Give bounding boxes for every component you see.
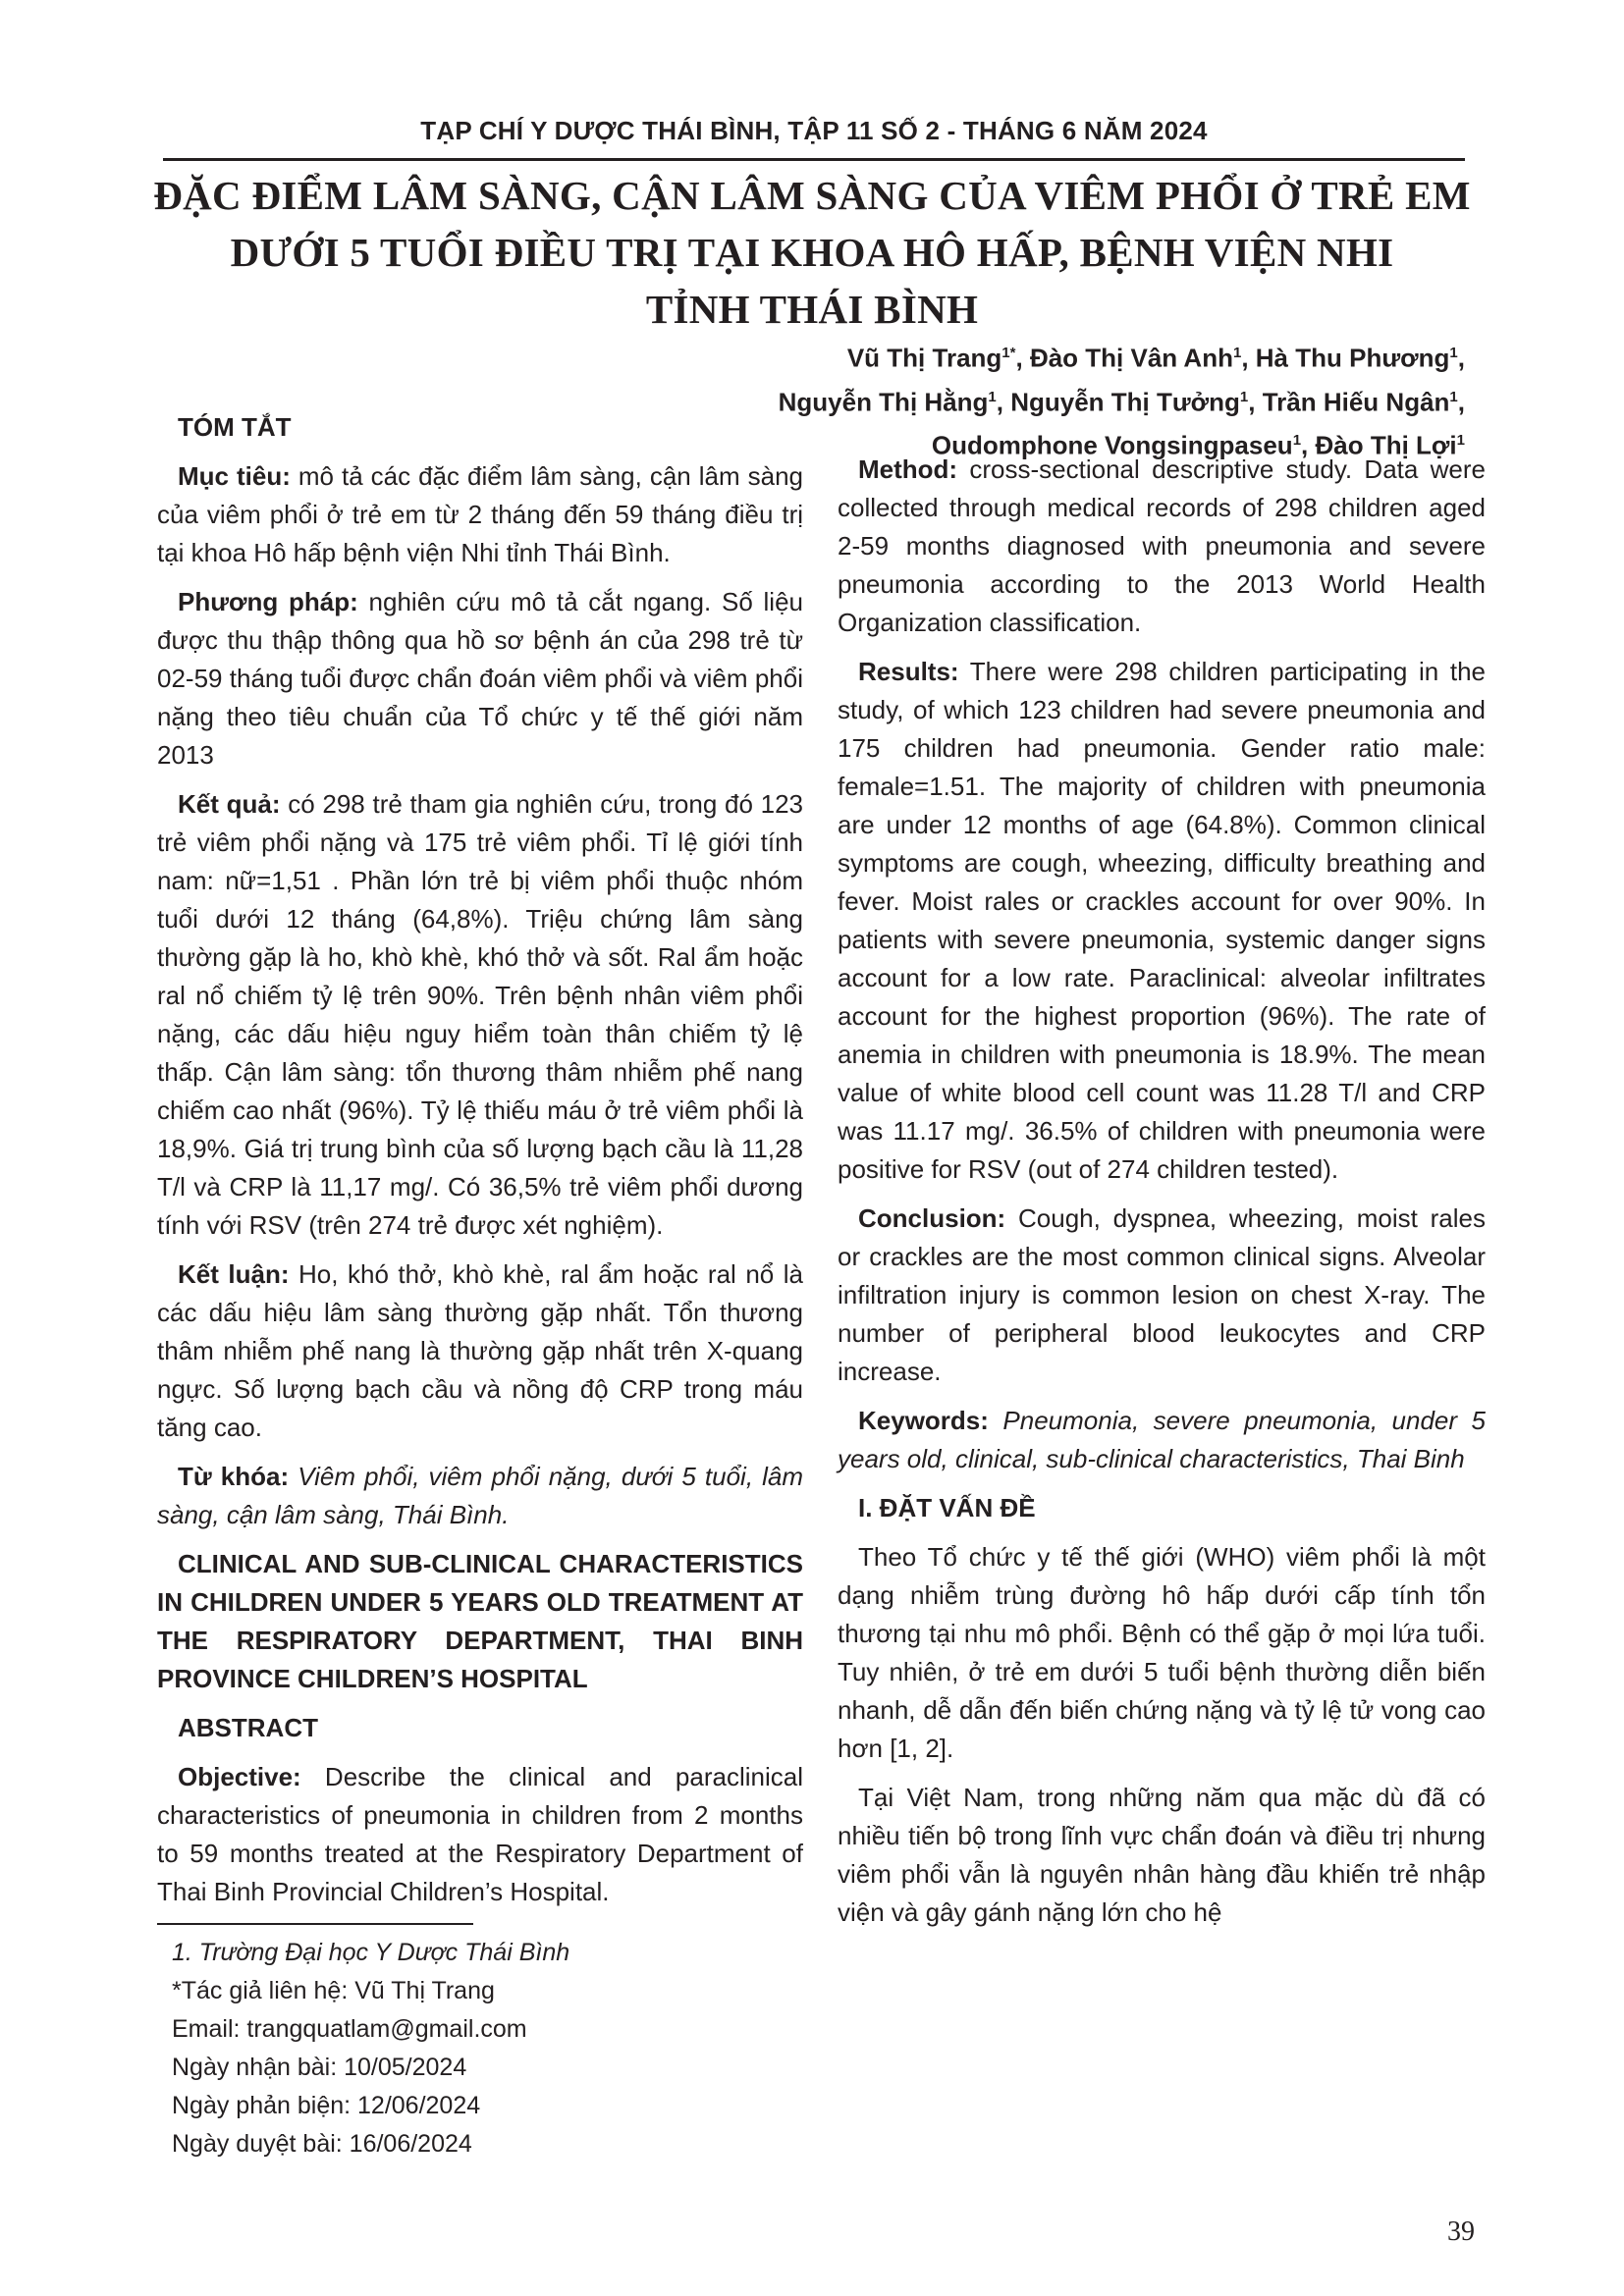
footnote-received-date: Ngày nhận bài: 10/05/2024 bbox=[172, 2054, 467, 2081]
footnote-affiliation: 1. Trường Đại học Y Dược Thái Bình bbox=[172, 1939, 570, 1966]
author-line: Oudomphone Vongsingpaseu$^1$, Đào Thị Lợi$^1$ bbox=[931, 430, 1465, 460]
author-affiliation-mark: 1 bbox=[1292, 432, 1302, 450]
author-name: Trần Hiếu Ngân bbox=[1262, 387, 1450, 417]
right-column bbox=[838, 451, 1486, 1943]
en-method-paragraph: Method: cross-sectional descriptive study. Data were collected through medical records of 298 children aged 2-59 months diagnosed with pneumonia and severe pneumonia according to the 2013 World Health Organization classification. bbox=[838, 454, 1486, 637]
author-affiliation-mark: 1 bbox=[1456, 432, 1465, 450]
author-affiliation-mark: 1 bbox=[1449, 388, 1458, 405]
footnote-corresponding-author: *Tác giả liên hệ: Vũ Thị Trang bbox=[172, 1977, 495, 2004]
en-method-label: Method: bbox=[858, 454, 958, 484]
vn-method-paragraph: Phương pháp: nghiên cứu mô tả cắt ngang. Số liệu được thu thập thông qua hồ sơ bệnh án của 298 trẻ từ 02-59 tháng tuổi được chẩn đoán viêm phổi và viêm phổi nặng theo tiêu chuẩn của Tổ chức y tế thế giới năm 2013 bbox=[157, 587, 803, 770]
en-objective-label: Objective: bbox=[178, 1762, 301, 1791]
title-line: DƯỚI 5 TUỔI ĐIỀU TRỊ TẠI KHOA HÔ HẤP, BỆNH VIỆN NHI bbox=[230, 230, 1394, 275]
author-name: Nguyễn Thị Tưởng bbox=[1010, 387, 1240, 417]
intro-heading: I. ĐẶT VẤN ĐỀ bbox=[858, 1493, 1036, 1522]
vn-method-label: Phương pháp: bbox=[178, 587, 358, 616]
left-column bbox=[157, 408, 803, 1922]
author-affiliation-mark: 1 bbox=[1239, 388, 1249, 405]
vn-keywords-label: Từ khóa: bbox=[178, 1462, 290, 1491]
vn-keywords-paragraph: Từ khóa: Viêm phổi, viêm phổi nặng, dưới 5 tuổi, lâm sàng, cận lâm sàng, Thái Bình. bbox=[157, 1462, 804, 1529]
footnote-accepted-date: Ngày duyệt bài: 16/06/2024 bbox=[172, 2130, 472, 2158]
en-abstract-heading: ABSTRACT bbox=[178, 1713, 318, 1742]
title-line: ĐẶC ĐIỂM LÂM SÀNG, CẬN LÂM SÀNG CỦA VIÊM PHỔI Ở TRẺ EM bbox=[153, 173, 1471, 218]
en-objective-paragraph: Objective: Describe the clinical and paraclinical characteristics of pneumonia in children from 2 months to 59 months treated at the Respiratory Department of Thai Binh Provincial Children’s Hospital. bbox=[157, 1762, 803, 1906]
vn-abstract-heading: TÓM TẮT bbox=[178, 412, 292, 442]
intro-paragraph: Theo Tổ chức y tế thế giới (WHO) viêm phổi là một dạng nhiễm trùng đường hô hấp dưới cấp tính tổn thương tại nhu mô phổi. Bệnh có thể gặp ở mọi lứa tuổi. Tuy nhiên, ở trẻ em dưới 5 tuổi bệnh thường diễn biến nhanh, dễ dẫn đến biến chứng nặng và tỷ lệ tử vong cao hơn [1, 2]. bbox=[838, 1542, 1486, 1763]
journal-header: TẠP CHÍ Y DƯỢC THÁI BÌNH, TẬP 11 SỐ 2 - THÁNG 6 NĂM 2024 bbox=[420, 116, 1208, 145]
en-keywords-label: Keywords: bbox=[858, 1406, 989, 1435]
vn-results-paragraph: Kết quả: có 298 trẻ tham gia nghiên cứu, trong đó 123 trẻ viêm phổi nặng và 175 trẻ viêm phổi. Tỉ lệ giới tính nam: nữ=1,51 . Phần lớn trẻ bị viêm phổi thuộc nhóm tuổi dưới 12 tháng (64,8%). Triệu chứng lâm sàng thường gặp là ho, khò khè, khó thở và sốt. Ral ẩm hoặc ral nổ chiếm tỷ lệ trên 90%. Trên bệnh nhân viêm phổi nặng, các dấu hiệu nguy hiểm toàn thân chiếm tỷ lệ thấp. Cận lâm sàng: tổn thương thâm nhiễm phế nang chiếm cao nhất (96%). Tỷ lệ thiếu máu ở trẻ viêm phổi là 18,9%. Giá trị trung bình của số lượng bạch cầu là 11,28 T/l và CRP là 11,17 mg/. Có 36,5% trẻ viêm phổi dương tính với RSV (trên 274 trẻ được xét nghiệm). bbox=[157, 789, 804, 1240]
author-name: Vũ Thị Trang bbox=[846, 343, 1002, 373]
vn-objective-label: Mục tiêu: bbox=[178, 461, 291, 491]
vn-conclusion-paragraph: Kết luận: Ho, khó thở, khò khè, ral ẩm hoặc ral nổ là các dấu hiệu lâm sàng thường gặp nhất. Tổn thương thâm nhiễm phế nang là thường gặp nhất trên X-quang ngực. Số lượng bạch cầu và nồng độ CRP trong máu tăng cao. bbox=[157, 1259, 803, 1442]
vn-conclusion-label: Kết luận: bbox=[178, 1259, 290, 1289]
author-affiliation-mark: 1 bbox=[1449, 345, 1458, 361]
author-affiliation-mark: 1 bbox=[988, 388, 997, 405]
footnote-reviewed-date: Ngày phản biện: 12/06/2024 bbox=[172, 2092, 481, 2119]
page-number: 39 bbox=[1447, 2216, 1475, 2247]
english-title: CLINICAL AND SUB-CLINICAL CHARACTERISTICS IN CHILDREN UNDER 5 YEARS OLD TREATMENT AT THE RESPIRATORY DEPARTMENT, THAI BINH PROVINCE CHILDREN’S HOSPITAL bbox=[157, 1549, 803, 1693]
author-name: Hà Thu Phương bbox=[1255, 343, 1450, 373]
author-line: Nguyễn Thị Hằng$^1$, Nguyễn Thị Tưởng$^1$, Trần Hiếu Ngân$^1$, bbox=[778, 387, 1465, 417]
title-line: TỈNH THÁI BÌNH bbox=[645, 287, 979, 332]
author-name: Đào Thị Vân Anh bbox=[1029, 343, 1233, 373]
article-title bbox=[128, 167, 1496, 338]
en-conclusion-label: Conclusion: bbox=[858, 1203, 1006, 1233]
author-name: Oudomphone Vongsingpaseu bbox=[931, 430, 1293, 460]
vn-objective-paragraph: Mục tiêu: mô tả các đặc điểm lâm sàng, cận lâm sàng của viêm phổi ở trẻ em từ 2 tháng đến 59 tháng điều trị tại khoa Hô hấp bệnh viện Nhi tỉnh Thái Bình. bbox=[157, 461, 803, 567]
footnote-rule bbox=[157, 1923, 473, 1925]
author-affiliation-mark: 1 bbox=[1232, 345, 1242, 361]
author-line: Vũ Thị Trang$^{1*}$, Đào Thị Vân Anh$^1$, Hà Thu Phương$^1$, bbox=[846, 343, 1465, 373]
footnotes bbox=[172, 1934, 800, 2163]
en-keywords-paragraph: Keywords: Pneumonia, severe pneumonia, under 5 years old, clinical, sub-clinical characteristics, Thai Binh bbox=[838, 1406, 1486, 1473]
vn-results-label: Kết quả: bbox=[178, 789, 281, 819]
en-results-label: Results: bbox=[858, 657, 959, 686]
author-name: Đào Thị Lợi bbox=[1315, 430, 1457, 460]
en-conclusion-paragraph: Conclusion: Cough, dyspnea, wheezing, moist rales or crackles are the most common clinical signs. Alveolar infiltration injury is common lesion on chest X-ray. The number of peripheral blood leukocytes and CRP increase. bbox=[838, 1203, 1486, 1386]
header-rule bbox=[163, 158, 1465, 161]
author-name: Nguyễn Thị Hằng bbox=[778, 387, 989, 417]
footnote-email: Email: trangquatlam@gmail.com bbox=[172, 2015, 527, 2043]
en-results-paragraph: Results: There were 298 children participating in the study, of which 123 children had severe pneumonia and 175 children had pneumonia. Gender ratio male: female=1.51. The majority of children with pneumonia are under 12 months of age (64.8%). Common clinical symptoms are cough, wheezing, difficulty breathing and fever. Moist rales or crackles account for over 90%. In patients with severe pneumonia, systemic danger signs account for a low rate. Paraclinical: alveolar infiltrates account for the highest proportion (96%). The rate of anemia in children with pneumonia is 18.9%. The mean value of white blood cell count was 11.28 T/l and CRP was 11.17 mg/. 36.5% of children with pneumonia were positive for RSV (out of 274 children tested). bbox=[838, 657, 1486, 1184]
intro-paragraph: Tại Việt Nam, trong những năm qua mặc dù đã có nhiều tiến bộ trong lĩnh vực chẩn đoán và điều trị nhưng viêm phổi vẫn là nguyên nhân hàng đầu khiến trẻ nhập viện và gây gánh nặng lớn cho hệ bbox=[838, 1783, 1486, 1927]
author-affiliation-mark: 1* bbox=[1001, 345, 1016, 361]
